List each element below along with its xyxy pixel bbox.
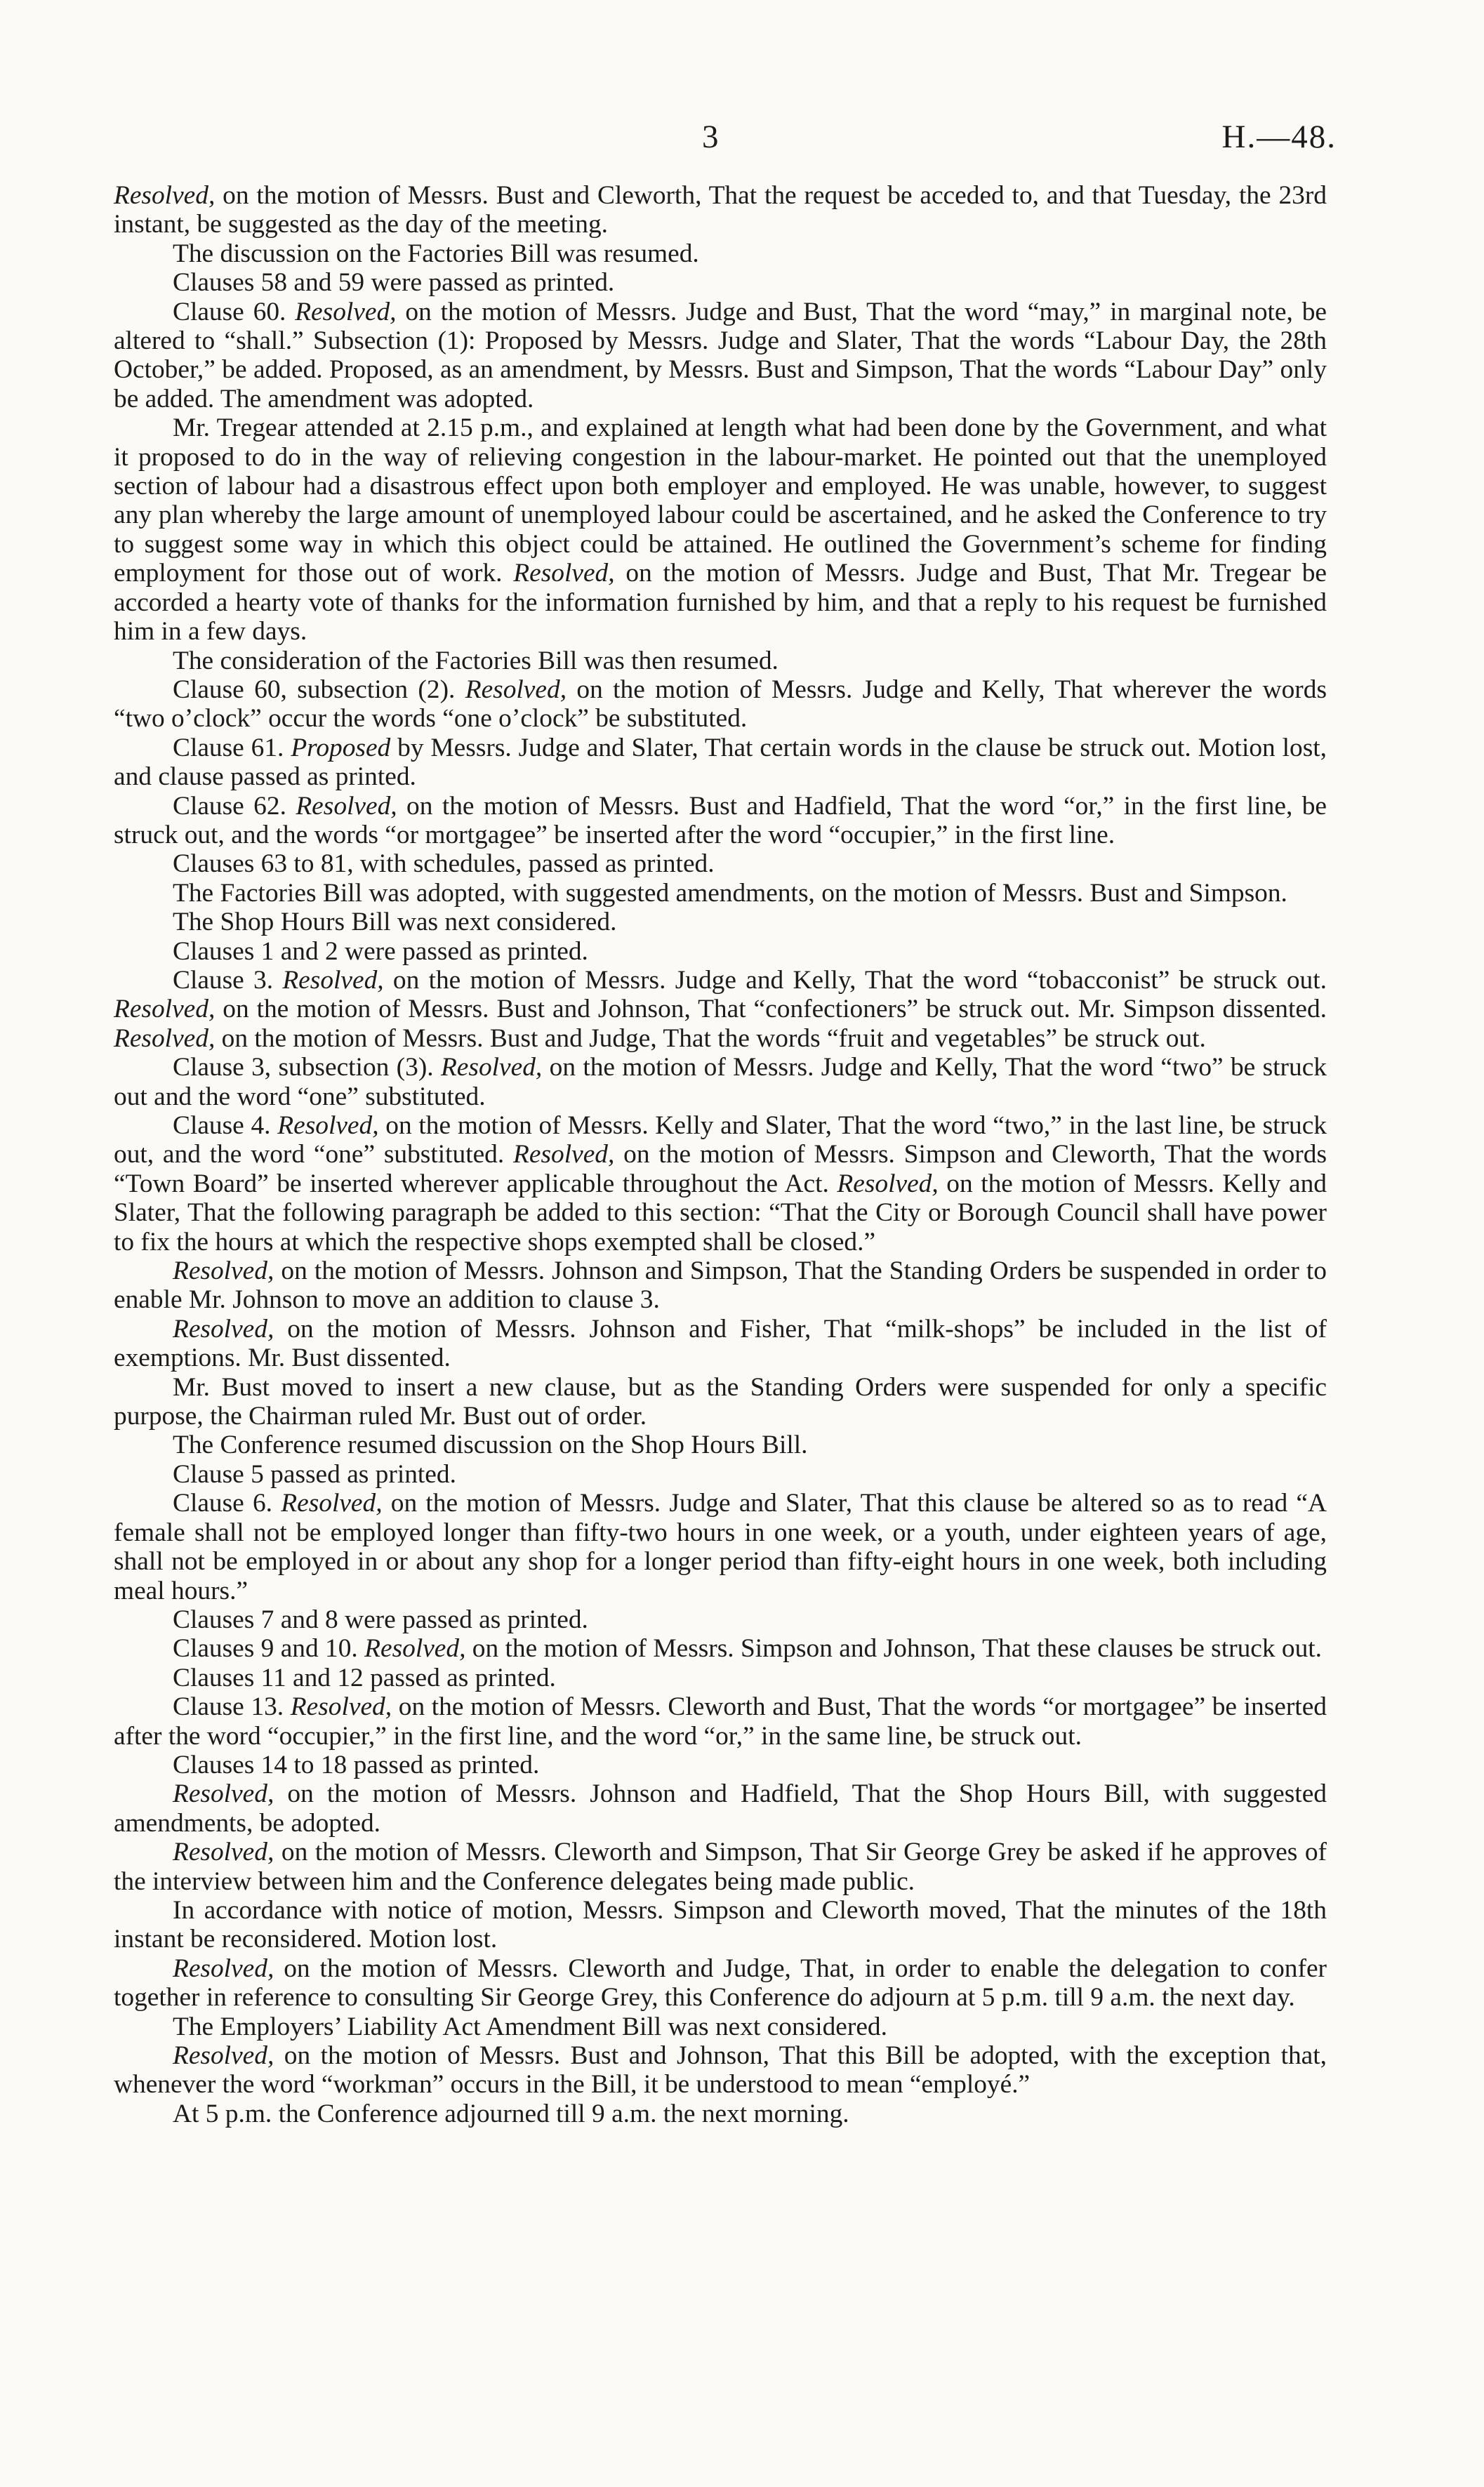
italic-run: Resolved, <box>295 297 397 326</box>
paragraph <box>114 181 1327 239</box>
text-run: Clause 3, subsection (3). <box>173 1053 441 1082</box>
italic-run: Resolved, <box>296 791 397 821</box>
paragraph <box>114 1896 1327 1954</box>
paragraph <box>114 1605 1327 1634</box>
text-run: on the motion of Messrs. Judge and Kelly, That the word “tobacconist” be struck out. <box>383 965 1327 995</box>
text-run: Clauses 7 and 8 were passed as printed. <box>173 1605 588 1634</box>
text-run: The consideration of the Factories Bill was then resumed. <box>173 646 779 675</box>
paragraph <box>114 1256 1327 1315</box>
paragraph <box>114 849 1327 878</box>
italic-run: Resolved, <box>290 1692 392 1722</box>
text-run: Clauses 9 and 10. <box>173 1634 365 1664</box>
text-run: Clauses 14 to 18 passed as printed. <box>173 1750 540 1779</box>
text-run: on the motion of Messrs. Bust and Johnson, That “confectioners” be struck out. Mr. Simpson dissented. <box>215 995 1327 1024</box>
paragraph <box>114 908 1327 936</box>
paragraph <box>114 239 1327 268</box>
text-run: The Conference resumed discussion on the Shop Hours Bill. <box>173 1431 808 1460</box>
italic-run: Resolved, <box>173 1954 274 1983</box>
document-reference: H.—48. <box>1221 119 1337 155</box>
text-run: Clause 4. <box>173 1111 278 1140</box>
paragraph <box>114 646 1327 675</box>
text-run: on the motion of Messrs. Johnson and Hadfield, That the Shop Hours Bill, with suggested amendments, be adopted. <box>114 1779 1327 1838</box>
italic-run: Resolved, <box>513 1140 615 1169</box>
text-run: Mr. Tregear attended at 2.15 p.m., and explained at length what had been done by the Government, and what it proposed to do in the way of relieving congestion in the labour-market. He pointed out that the unemployed section of labour had a disastrous effect upon both employer and employed. He was unable, however, to suggest any plan whereby the large amount of unemployed labour could be ascertained, and he asked the Conference to try to suggest some way in which this object could be attained. He outlined the Government’s scheme for finding employment for those out of work. <box>114 413 1327 588</box>
text-run: The Employers’ Liability Act Amendment Bill was next considered. <box>173 2012 887 2041</box>
text-run: on the motion of Messrs. Bust and Johnson, That this Bill be adopted, with the exception that, whenever the word “workman” occurs in the Bill, it be understood to mean “employé.” <box>114 2041 1327 2100</box>
paragraph <box>114 1111 1327 1256</box>
text-run: on the motion of Messrs. Judge and Bust, That Mr. Tregear be accorded a hearty vote of thanks for the information furnished by him, and that a reply to his request be furnished him in a few days. <box>114 559 1327 646</box>
paragraph <box>114 1838 1327 1896</box>
italic-run: Resolved, <box>114 181 216 210</box>
text-run: on the motion of Messrs. Judge and Slater, That this clause be altered so as to read “A female shall not be employed longer than fifty-two hours in one week, or a youth, under eighteen years of age, shall not be employed in or about any shop for a longer period than fifty-eight hours in one week, both including meal hours.” <box>114 1489 1327 1605</box>
paragraph <box>114 966 1327 1053</box>
paragraph <box>114 1315 1327 1373</box>
paragraph <box>114 1954 1327 2012</box>
italic-run: Resolved, <box>440 1053 543 1082</box>
text-run: on the motion of Messrs. Judge and Kelly, That wherever the words “two o’clock” occur the words “one o’clock” be substituted. <box>114 675 1327 734</box>
italic-run: Proposed <box>291 733 391 762</box>
text-run: by Messrs. Judge and Slater, That certain words in the clause be struck out. Motion lost, and clause passed as printed. <box>114 733 1327 792</box>
text-run: on the motion of Messrs. Johnson and Fisher, That “milk-shops” be included in the list of exemptions. Mr. Bust dissented. <box>114 1314 1327 1373</box>
italic-run: Resolved, <box>364 1634 466 1664</box>
text-run: on the motion of Messrs. Cleworth and Simpson, That Sir George Grey be asked if he approves of the interview between him and the Conference delegates being made public. <box>114 1838 1327 1896</box>
paragraph <box>114 1373 1327 1431</box>
text-run: on the motion of Messrs. Judge and Kelly, That the word “two” be struck out and the word “one” substituted. <box>114 1053 1327 1111</box>
italic-run: Resolved, <box>281 1489 383 1518</box>
paragraph <box>114 675 1327 734</box>
italic-run: Resolved, <box>173 1779 274 1809</box>
text-run: on the motion of Messrs. Kelly and Slater, That the following paragraph be added to this section: “That the City or Borough Council shall have power to fix the hours at which the respective shops exempted shall be closed.” <box>114 1169 1327 1256</box>
text-run: on the motion of Messrs. Bust and Hadfield, That the word “or,” in the first line, be struck out, and the words “or mortgagee” be inserted after the word “occupier,” in the first line. <box>114 791 1327 849</box>
text-run: Mr. Bust moved to insert a new clause, but as the Standing Orders were suspended for only a specific purpose, the Chairman ruled Mr. Bust out of order. <box>114 1372 1327 1431</box>
paragraph <box>114 2041 1327 2100</box>
text-run: on the motion of Messrs. Kelly and Slater, That the word “two,” in the last line, be struck out, and the word “one” substituted. <box>114 1111 1327 1169</box>
italic-run: Resolved, <box>173 1314 274 1344</box>
text-run: on the motion of Messrs. Judge and Bust, That the word “may,” in marginal note, be altered to “shall.” Subsection (1): Proposed by Messrs. Judge and Slater, That the words “Labour Day, the 28th October,” be added. Proposed, as an amendment, by Messrs. Bust and Simpson, That the words “Labour Day” only be added. The amendment was adopted. <box>114 297 1327 413</box>
italic-run: Resolved, <box>173 1256 274 1286</box>
text-run: on the motion of Messrs. Johnson and Simpson, That the Standing Orders be suspended in order to enable Mr. Johnson to move an addition to clause 3. <box>114 1256 1327 1315</box>
italic-run: Resolved, <box>277 1111 379 1140</box>
paragraph <box>114 2100 1327 2128</box>
text-run: Clause 6. <box>173 1489 281 1518</box>
paragraph <box>114 268 1327 297</box>
text-run: on the motion of Messrs. Cleworth and Bust, That the words “or mortgagee” be inserted after the word “occupier,” in the first line, and the word “or,” in the same line, be struck out. <box>114 1692 1327 1751</box>
paragraph <box>114 1431 1327 1459</box>
text-run: In accordance with notice of motion, Messrs. Simpson and Cleworth moved, That the minutes of the 18th instant be reconsidered. Motion lost. <box>114 1895 1327 1954</box>
text-run: Clauses 1 and 2 were passed as printed. <box>173 936 588 966</box>
text-run: Clauses 11 and 12 passed as printed. <box>173 1663 556 1692</box>
paragraph <box>114 2012 1327 2041</box>
italic-run: Resolved, <box>114 1023 216 1053</box>
text-run: Clause 3. <box>173 965 283 995</box>
text-run: on the motion of Messrs. Cleworth and Judge, That, in order to enable the delegation to confer together in reference to consulting Sir George Grey, this Conference do adjourn at 5 p.m. till 9 a.m. the next day. <box>114 1954 1327 2012</box>
paragraph <box>114 1460 1327 1489</box>
text-run: The Shop Hours Bill was next considered. <box>173 908 617 937</box>
paragraph <box>114 1634 1327 1663</box>
italic-run: Resolved, <box>837 1169 939 1198</box>
paragraph <box>114 879 1327 908</box>
italic-run: Resolved, <box>513 559 615 588</box>
italic-run: Resolved, <box>173 1838 274 1867</box>
text-run: on the motion of Messrs. Simpson and Johnson, That these clauses be struck out. <box>465 1634 1323 1664</box>
italic-run: Resolved, <box>282 965 384 995</box>
text-run: Clauses 63 to 81, with schedules, passed as printed. <box>173 849 715 879</box>
text-run: Clause 61. <box>173 733 291 762</box>
paragraph <box>114 937 1327 966</box>
text-run: The discussion on the Factories Bill was resumed. <box>173 239 699 268</box>
paragraph <box>114 413 1327 646</box>
text-run: Clause 62. <box>173 791 296 821</box>
text-run: The Factories Bill was adopted, with suggested amendments, on the motion of Messrs. Bust and Simpson. <box>173 878 1287 908</box>
text-run: Clause 5 passed as printed. <box>173 1459 456 1489</box>
paragraph <box>114 1053 1327 1111</box>
paragraph <box>114 1751 1327 1779</box>
paragraph <box>114 1779 1327 1838</box>
text-run: At 5 p.m. the Conference adjourned till 9 a.m. the next morning. <box>173 2099 849 2128</box>
text-run: Clause 13. <box>173 1692 291 1722</box>
text-run: on the motion of Messrs. Bust and Judge, That the words “fruit and vegetables” be struck out. <box>215 1023 1206 1053</box>
page-number: 3 <box>702 119 719 155</box>
text-run: on the motion of Messrs. Simpson and Cleworth, That the words “Town Board” be inserted wherever applicable throughout the Act. <box>114 1140 1327 1198</box>
paragraph <box>114 734 1327 792</box>
text-run: on the motion of Messrs. Bust and Cleworth, That the request be acceded to, and that Tuesday, the 23rd instant, be suggested as the day of the meeting. <box>114 181 1327 239</box>
paragraph <box>114 1664 1327 1692</box>
italic-run: Resolved, <box>465 675 567 704</box>
paragraph <box>114 792 1327 850</box>
text-run: Clause 60, subsection (2). <box>173 675 465 704</box>
minutes-body <box>114 181 1327 2128</box>
paragraph <box>114 298 1327 414</box>
italic-run: Resolved, <box>114 995 216 1024</box>
text-run: Clauses 58 and 59 were passed as printed. <box>173 268 615 298</box>
text-run: Clause 60. <box>173 297 296 326</box>
italic-run: Resolved, <box>173 2041 274 2070</box>
paragraph <box>114 1692 1327 1751</box>
paragraph <box>114 1489 1327 1605</box>
